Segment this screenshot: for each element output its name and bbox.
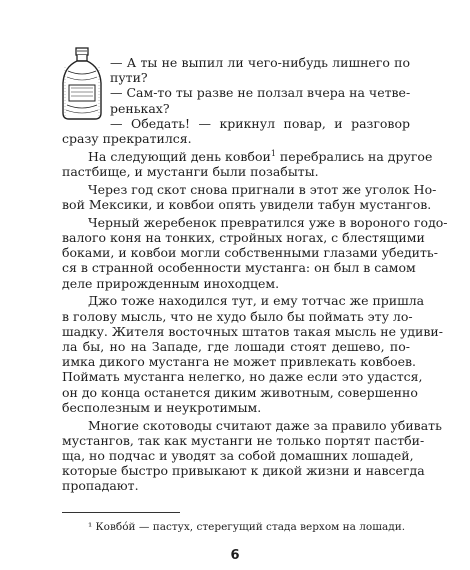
dialogue-line: — А ты не выпил ли чего-нибудь лишнего по [110,55,410,70]
paragraph-line: бесполезным и неукротимым. [62,399,262,415]
page-number: 6 [230,548,240,563]
paragraph-line: Поймать мустанга нелегко, но даже если это удастся, [62,369,423,385]
paragraph-line: ся в странной особенности мустанга: он был в самом [62,260,416,276]
dialogue-line: реньках? [110,100,170,116]
paragraph-line: в голову мысль, что не худо было бы поймать эту ло- [62,308,413,324]
paragraph-line: валого коня на тонких, стройных ногах, с блестящими [62,230,425,245]
paragraph-line: имка дикого мустанга не может привлекать ковбоев. [62,354,417,370]
dialogue-line: пути? [110,70,148,86]
paragraph-line: мустангов, так как мустанги не только портят пастби- [62,432,425,448]
paragraph-line: ла бы, но на Западе, где лошади стоят дешево, по- [62,339,410,354]
paragraph-line: которые быстро привыкают к дикой жизни и навсегда [62,463,425,479]
dialogue-line: сразу прекратился. [62,131,192,146]
footnote-text: ¹ Ковбо́й — пастух, стерегущий стада верхом на лошади. [88,521,406,533]
paragraph-line: боками, и ковбои могли собственными глазами убедить- [62,245,438,261]
dialogue-line: — Сам-то ты разве не ползал вчера на четве- [110,85,411,101]
paragraph-line: Джо тоже находился тут, и ему тотчас же пришла [88,293,425,309]
text-fragment: перебрались на другое [275,148,433,164]
paragraph-line: пропадают. [62,478,139,494]
paragraph-line: ща, но подчас и уводят за собой домашних лошадей, [62,448,414,463]
paragraph-line: он до конца останется диким животным, совершенно [62,384,418,400]
paragraph-line: шадку. Жителя восточных штатов такая мысль не удиви- [62,323,443,339]
paragraph-1-line-2: пастбище, и мустанги были позабыты. [62,164,319,179]
paragraph-line: Через год скот снова пригнали в этот же уголок Но- [88,181,437,197]
paragraph-line: вой Мексики, и ковбои опять увидели табун мустангов. [62,197,432,212]
paragraph-line: Черный жеребенок превратился уже в вороного годо- [88,214,448,230]
paragraph-line: деле прирожденным иноходцем. [62,275,280,291]
dialogue-line: — Обедать! — крикнул повар, и разговор [110,115,410,131]
text-fragment: На следующий день ковбои [88,148,271,164]
paragraph-line: Многие скотоводы считают даже за правило убивать [88,417,442,433]
footnote-reference: 1 [270,148,276,158]
